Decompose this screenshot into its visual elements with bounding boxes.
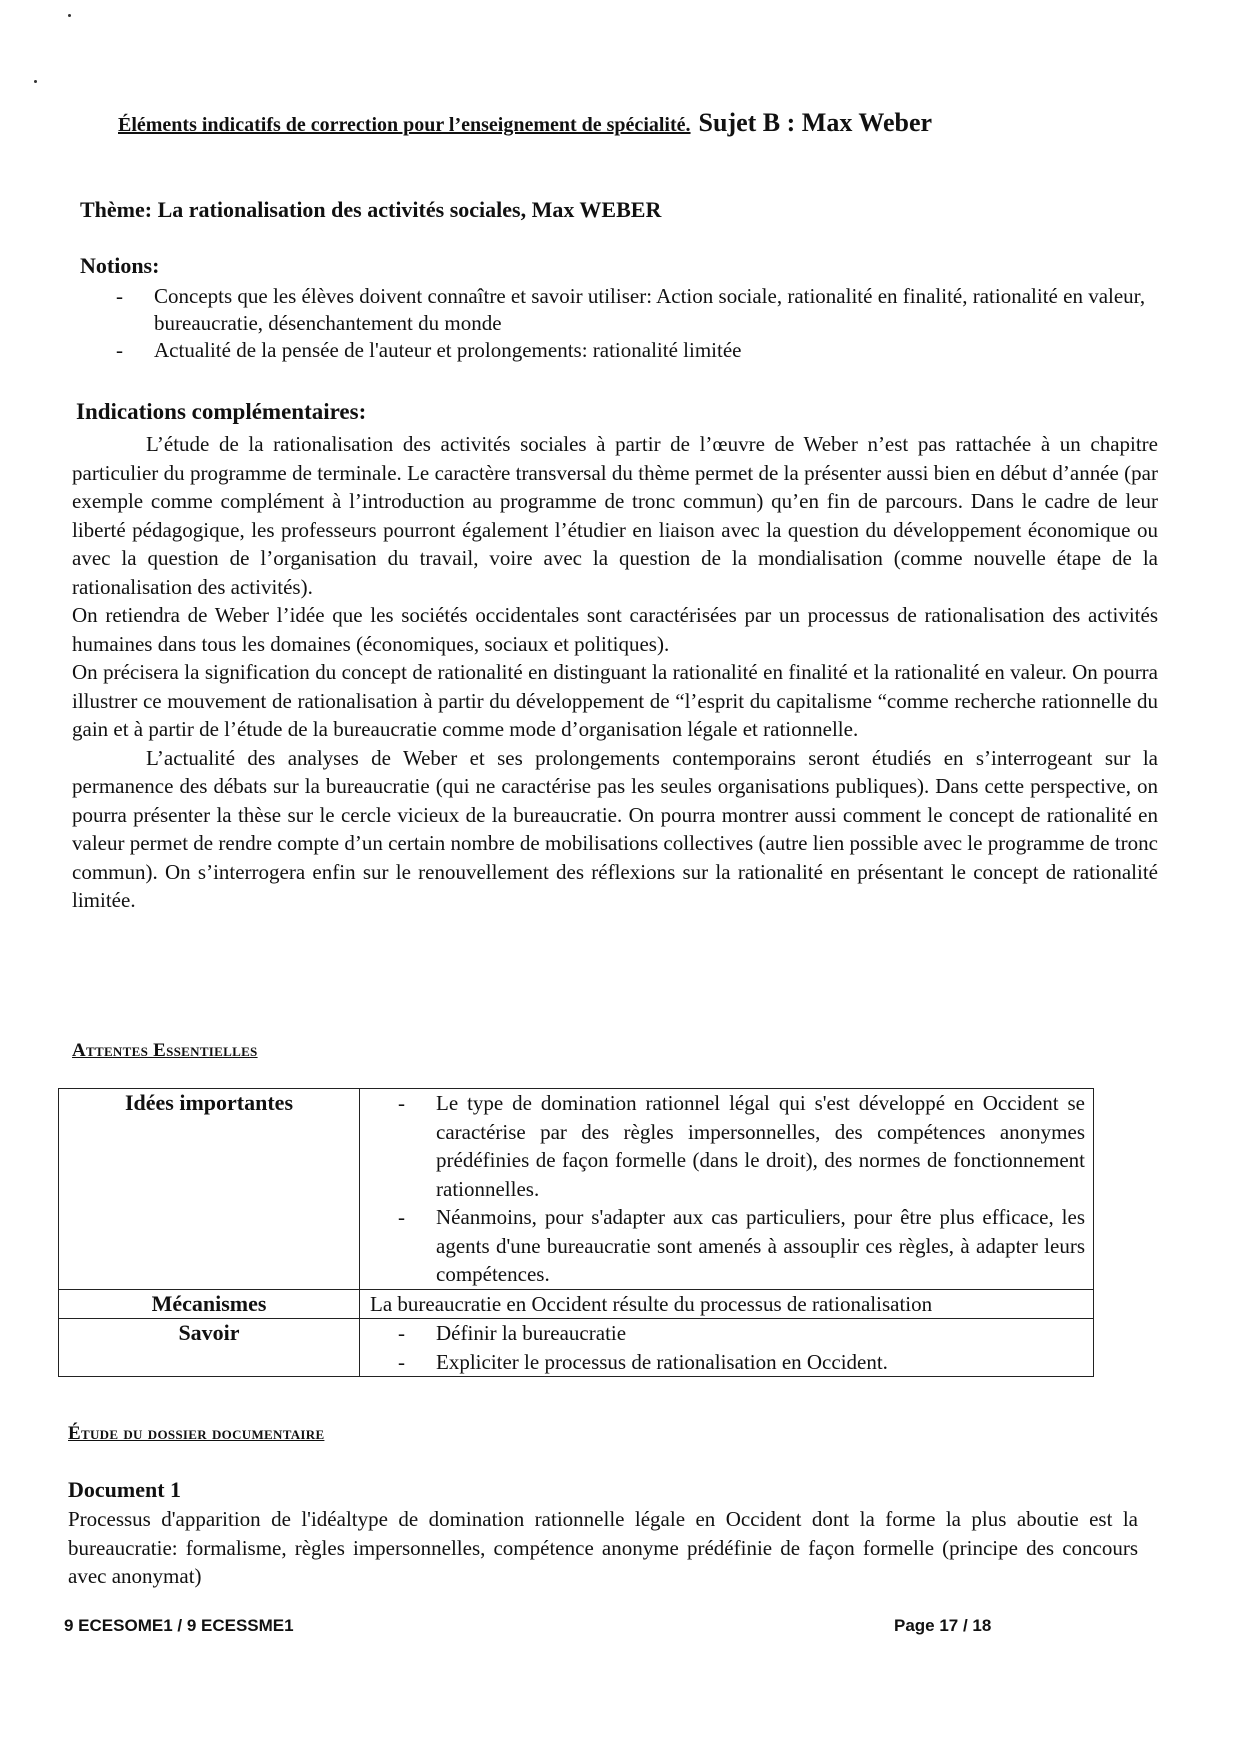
list-item: - Actualité de la pensée de l'auteur et prolongements: rationalité limitée	[108, 337, 1158, 364]
page-header	[118, 108, 1128, 138]
attentes-heading: Attentes Essentielles	[72, 1040, 258, 1061]
notions-list	[108, 283, 1158, 364]
paragraph: On précisera la signification du concept de rationalité en distinguant la rationalité en finalité et la rationalité en valeur. On pourra illustrer ce mouvement de rationalisation à partir du développement de “l’esprit du capitalisme “comme recherche rationnelle du gain et à partir de l’étude de la bureaucratie comme mode d’organisation légale et rationnelle.	[72, 660, 1158, 741]
list-item: - Le type de domination rationnel légal qui s'est développé en Occident se caractérise par des règles impersonnelles, des compétences anonymes prédéfinies de façon formelle (dans le droit), des normes de fonctionnement rationnelles.	[360, 1089, 1085, 1203]
paragraph: L’étude de la rationalisation des activités sociales à partir de l’œuvre de Weber n’est pas rattachée à un chapitre particulier du programme de terminale. Le caractère transversal du thème permet de la présenter aussi bien en début d’année (par exemple comme complément à l’introduction au programme de tronc commun) qu’en fin de parcours. Dans le cadre de leur liberté pédagogique, les professeurs pourront également l’étudier en liaison avec la question du développement économique ou avec la question de l’organisation du travail, voire avec la question de la mondialisation (comme nouvelle étape de la rationalisation des activités).	[72, 432, 1158, 599]
header-subject: Sujet B : Max Weber	[698, 108, 933, 137]
cell-list	[360, 1089, 1085, 1289]
theme-heading: Thème: La rationalisation des activités sociales, Max WEBER	[80, 197, 662, 222]
header-title: Éléments indicatifs de correction pour l’enseignement de spécialité.	[118, 114, 691, 136]
cell-text: La bureaucratie en Occident résulte du processus de rationalisation	[370, 1291, 933, 1316]
row-content	[360, 1289, 1094, 1319]
table-row	[59, 1319, 1094, 1377]
footer-code: 9 ECESOME1 / 9 ECESSME1	[64, 1616, 294, 1635]
etude-heading: Étude du dossier documentaire	[68, 1423, 325, 1444]
row-label: Idées importantes	[59, 1089, 360, 1290]
list-item: - Concepts que les élèves doivent connaître et savoir utiliser: Action sociale, rationalité en finalité, rationalité en valeur, bureaucratie, désenchantement du monde	[108, 283, 1158, 337]
row-content	[360, 1089, 1094, 1290]
list-item: - Néanmoins, pour s'adapter aux cas particuliers, pour être plus efficace, les agents d'une bureaucratie sont amenés à assouplir ces règles, à adapter leurs compétences.	[360, 1203, 1085, 1289]
notions-heading: Notions:	[80, 253, 160, 278]
footer-page-number: Page 17 / 18	[894, 1616, 992, 1635]
row-content	[360, 1319, 1094, 1377]
paragraph: On retiendra de Weber l’idée que les sociétés occidentales sont caractérisées par un processus de rationalisation des activités humaines dans tous les domaines (économiques, sociaux et politiques).	[72, 603, 1158, 656]
list-item: - Définir la bureaucratie	[360, 1319, 1085, 1348]
list-item: - Expliciter le processus de rationalisation en Occident.	[360, 1348, 1085, 1377]
document-title: Document 1	[68, 1477, 182, 1502]
scan-speck	[34, 80, 37, 83]
table-row	[59, 1089, 1094, 1290]
scan-speck	[68, 14, 71, 17]
paragraph: L’actualité des analyses de Weber et ses prolongements contemporains seront étudiés en s’interrogeant sur la permanence des débats sur la bureaucratie (qui ne caractérise pas les seules organisations publiques). Dans cette perspective, on pourra présenter la thèse sur le cercle vicieux de la bureaucratie. On pourra montrer aussi comment le concept de rationalité en valeur permet de rendre compte d’un certain nombre de mobilisations collectives (autre lien possible avec le programme de tronc commun). On s’interrogera enfin sur le renouvellement des réflexions sur la rationalité en présentant le concept de rationalité limitée.	[72, 745, 1158, 912]
row-label: Savoir	[59, 1319, 360, 1377]
indications-heading: Indications complémentaires:	[76, 399, 367, 424]
table-row	[59, 1289, 1094, 1319]
indications-body	[72, 430, 1158, 915]
document-text: Processus d'apparition de l'idéaltype de domination rationnelle légale en Occident dont la forme la plus aboutie est la bureaucratie: formalisme, règles impersonnelles, compétence anonyme prédéfinie de façon formelle (principe des concours avec anonymat)	[68, 1507, 1138, 1588]
attentes-table	[58, 1088, 1094, 1377]
row-label: Mécanismes	[59, 1289, 360, 1319]
cell-list	[360, 1319, 1085, 1376]
